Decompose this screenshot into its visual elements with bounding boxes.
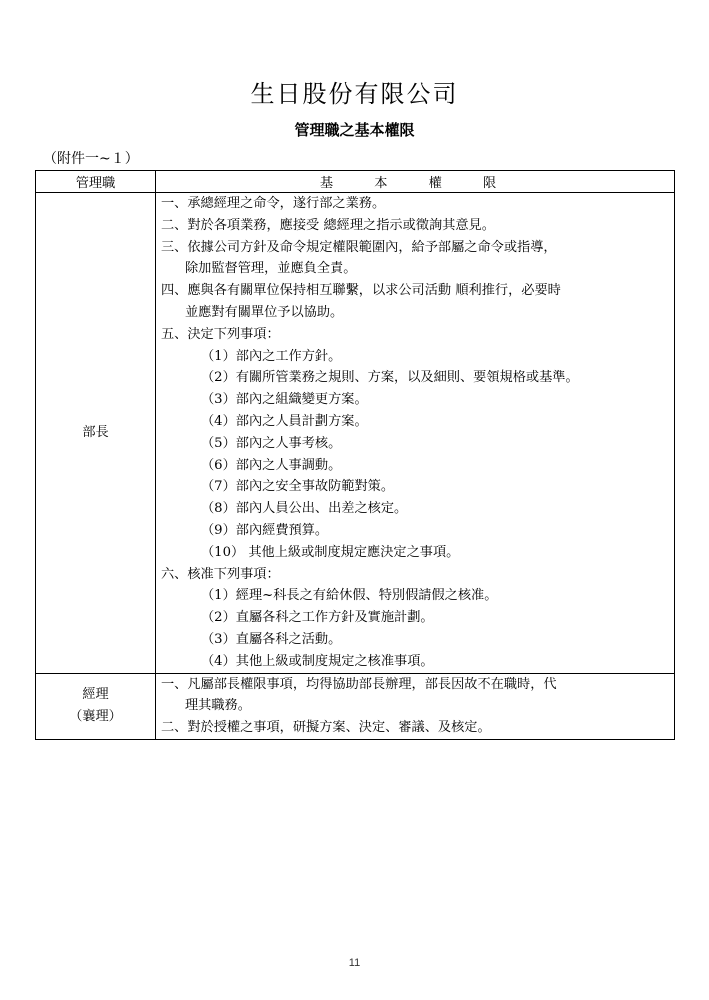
sub-item-line: （9）部內經費預算。	[201, 522, 329, 538]
document-subtitle: 管理職之基本權限	[294, 121, 415, 139]
role-cell	[36, 673, 156, 739]
authority-cell	[156, 193, 675, 674]
authority-cell	[156, 673, 675, 739]
authority-item-line: 三、依據公司方針及命令規定權限範圍內，給予部屬之命令或指導，	[161, 239, 557, 255]
table-header-row	[36, 171, 675, 193]
sub-item-line: （7）部內之安全事故防範對策。	[201, 479, 395, 495]
sub-item-line: （8）部內人員公出、出差之核定。	[201, 501, 408, 517]
role-name: 經理	[82, 687, 109, 703]
page-number: 11	[348, 957, 361, 969]
sub-item-line: （10） 其他上級或制度規定應決定之事項。	[201, 544, 460, 560]
authority-item-line: 理其職務。	[185, 698, 251, 714]
authority-item-line: 五、決定下列事項：	[161, 326, 280, 342]
authority-item-line: 一、凡屬部長權限事項，均得協助部長辦理，部長因故不在職時，代	[161, 676, 557, 692]
header-authority: 基 本 權 限	[156, 171, 675, 193]
sub-item-line: （2）直屬各科之工作方針及實施計劃。	[201, 610, 434, 626]
sub-item-line: （6）部內之人事調動。	[201, 457, 342, 473]
authority-item-line: 二、對於授權之事項，研擬方案、決定、審議、及核定。	[161, 720, 491, 736]
sub-item-line: （4）部內之人員計劃方案。	[201, 413, 368, 429]
authority-item-line: 六、核准下列事項：	[161, 566, 280, 582]
role-cell	[36, 193, 156, 674]
sub-item-line: （1）經理~科長之有給休假、特別假請假之核准。	[201, 588, 498, 604]
sub-item-line: （3）部內之組織變更方案。	[201, 392, 368, 408]
table-row	[36, 673, 675, 739]
table-row	[36, 193, 675, 674]
authority-item-line: 除加監督管理，並應負全責。	[185, 261, 357, 277]
sub-item-line: （5）部內之人事考核。	[201, 435, 342, 451]
role-name: 部長	[82, 424, 109, 440]
company-title: 生日股份有限公司	[250, 80, 459, 108]
authority-item-line: 一、承總經理之命令，遂行部之業務。	[161, 196, 386, 211]
role-name: （襄理）	[69, 709, 122, 725]
sub-item-line: （2）有關所管業務之規則、方案，以及細則、要領規格或基準。	[201, 370, 579, 386]
authority-item-line: 四、應與各有關單位保持相互聯繫，以求公司活動 順利推行，必要時	[161, 283, 561, 299]
authority-item-line: 二、對於各項業務，應接受 總經理之指示或徵詢其意見。	[161, 217, 495, 233]
sub-item-line: （4）其他上級或制度規定之核准事項。	[201, 653, 434, 669]
authority-item-line: 並應對有關單位予以協助。	[185, 304, 344, 320]
sub-item-line: （3）直屬各科之活動。	[201, 631, 342, 647]
annex-label: （附件一~１）	[43, 151, 139, 167]
sub-item-line: （1）部內之工作方針。	[201, 348, 342, 364]
authority-table	[35, 170, 675, 740]
header-role: 管理職	[36, 171, 156, 193]
